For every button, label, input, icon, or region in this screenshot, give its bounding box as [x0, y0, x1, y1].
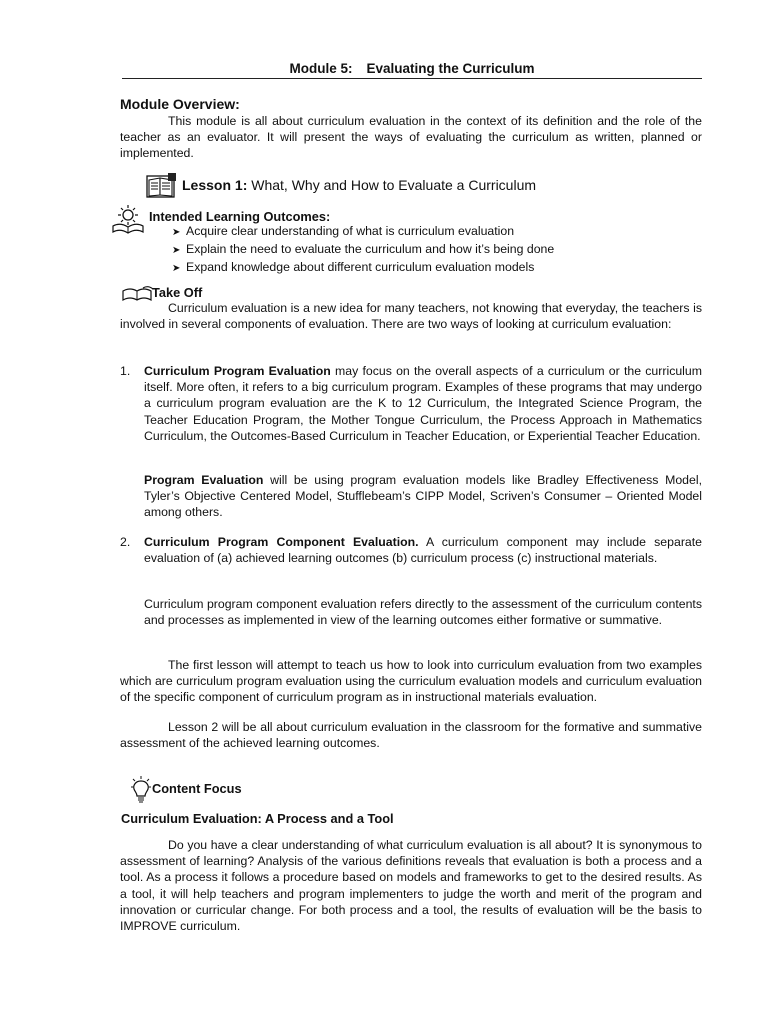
lesson-header	[146, 172, 537, 202]
lightbulb-icon	[131, 776, 151, 804]
sub-term: Program Evaluation	[144, 473, 264, 487]
overview-text: This module is all about curriculum evaluation in the context of its definition and the role of the teacher as an evaluator. It will present the ways of evaluating the curriculum as written, planned or implemented.	[120, 114, 702, 161]
evaluation-item-1	[120, 363, 702, 444]
sub-text: will be using program evaluation models like Bradley Effectiveness Model, Tyler’s Objective Centered Model, Stufflebeam’s CIPP Model, Scriven’s Consumer – Oriented Model among others.	[144, 473, 702, 520]
content-focus-heading: Content Focus	[152, 781, 242, 796]
arrowhead-bullet-icon: ➤	[172, 263, 181, 275]
book-icon	[146, 172, 178, 200]
outcomes-list	[172, 223, 554, 278]
item-text: may focus on the overall aspects of a curriculum or the curriculum itself. More often, it refers to a big curriculum program. Examples of these programs that may undergo a curriculum program evaluation are the K to 12 Curriculum, the Integrated Science Program, the Teacher Education Program, the Mother Tongue Curriculum, the Process Approach in Mathematics Curriculum, the Outcomes-Based Curriculum in Teacher Education, or Experiential Teacher Education.	[144, 364, 702, 443]
program-evaluation-note	[144, 472, 702, 521]
content-focus-header	[131, 776, 242, 804]
lesson-title: What, Why and How to Evaluate a Curriculum	[251, 177, 537, 193]
outcomes-heading: Intended Learning Outcomes:	[149, 209, 331, 224]
section-title: Curriculum Evaluation: A Process and a Tool	[121, 811, 394, 826]
take-off-heading: Take Off	[152, 285, 203, 300]
item-term: Curriculum Program Evaluation	[144, 364, 331, 378]
evaluation-item-2	[120, 534, 702, 566]
lesson-label: Lesson 1:	[182, 177, 248, 193]
title-divider	[122, 78, 702, 79]
content-focus-text: Do you have a clear understanding of what curriculum evaluation is all about? It is synonymous to assessment of learning? Analysis of the various definitions reveals that evaluation is both a process and a tool. As a process it follows a procedure based on models and frameworks to get to the desired results. As a tool, it will help teachers and program implementers to judge the worth and merit of the program and innovation or curricular change. For both process and a tool, the results of evaluation will be the basis to IMPROVE curriculum.	[120, 838, 702, 934]
item-number: 2.	[120, 535, 131, 549]
page-title	[122, 61, 702, 76]
module-label: Module 5:	[289, 61, 353, 76]
arrowhead-bullet-icon: ➤	[172, 227, 181, 238]
arrowhead-bullet-icon: ➤	[172, 245, 181, 257]
component-evaluation-note: Curriculum program component evaluation refers directly to the assessment of the curriculum contents and processes as implemented in view of the learning outcomes either formative or summative.	[144, 597, 702, 628]
lesson-title-line	[182, 177, 536, 193]
take-off-intro: Curriculum evaluation is a new idea for many teachers, not knowing that everyday, the teachers is involved in several components of evaluation. There are two ways of looking at curriculum evaluation:	[120, 301, 702, 332]
item-number: 1.	[120, 364, 131, 378]
lesson-2-paragraph: Lesson 2 will be all about curriculum evaluation in the classroom for the formative and summative assessment of the achieved learning outcomes.	[120, 720, 702, 751]
list-item: ➤ Explain the need to evaluate the curriculum and how it’s being done	[172, 241, 554, 259]
item-term: Curriculum Program Component Evaluation.	[144, 535, 419, 549]
learning-outcomes	[110, 204, 670, 275]
overview-heading: Module Overview:	[120, 96, 240, 112]
module-title: Evaluating the Curriculum	[366, 61, 535, 76]
list-item: ➤ Expand knowledge about different curriculum evaluation models	[172, 259, 554, 277]
list-item: ➤ Acquire clear understanding of what is curriculum evaluation	[172, 223, 554, 241]
item-text: A curriculum component may include separate evaluation of (a) achieved learning outcomes (b) curriculum process (c) instructional materials.	[144, 535, 703, 566]
first-lesson-paragraph: The first lesson will attempt to teach us how to look into curriculum evaluation from two examples which are curriculum program evaluation using the curriculum evaluation models and curriculum evaluation of the specific component of curriculum program as in instructional materials evaluation.	[120, 658, 702, 705]
